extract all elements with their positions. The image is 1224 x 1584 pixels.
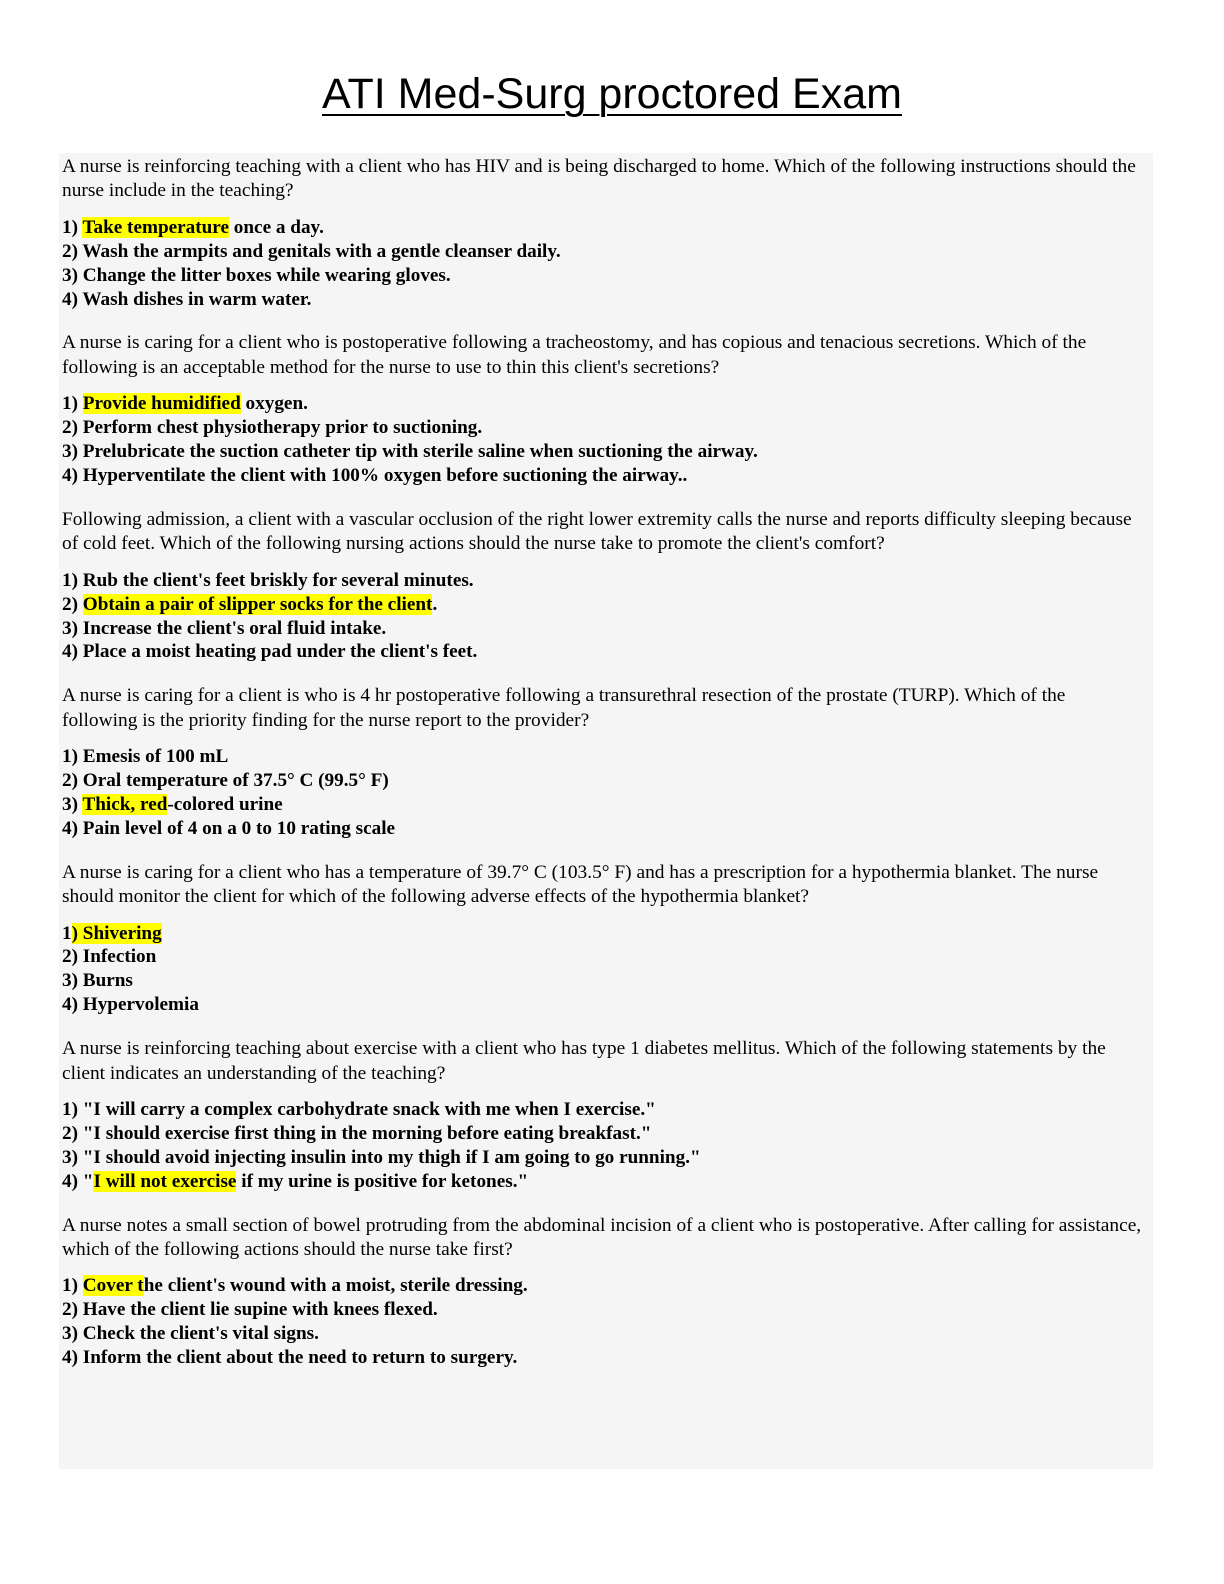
answer-option (62, 769, 1143, 793)
question-text: A nurse is reinforcing teaching about exercise with a client who has type 1 diabetes mellitus. Which of the following statements by the client indicates an understanding of the teaching? (62, 1038, 1106, 1084)
answer-option (62, 1170, 1143, 1194)
highlighted-answer-text: Provide humidified (82, 393, 241, 415)
option-text: 4) Inform the client about the need to return to surgery. (62, 1347, 518, 1369)
answer-option (62, 1122, 1143, 1146)
option-text: 4) Pain level of 4 on a 0 to 10 rating scale (62, 817, 396, 839)
question-block (62, 331, 1143, 487)
question-block (62, 684, 1143, 840)
highlighted-answer-text: Cover t (82, 1275, 144, 1297)
question-block (62, 1037, 1143, 1193)
option-text: 3) Increase the client's oral fluid intake. (62, 617, 387, 639)
highlighted-answer-text: Obtain a pair of slipper socks for the client (82, 593, 433, 615)
answer-option (62, 1346, 1143, 1370)
answer-option (62, 1298, 1143, 1322)
answer-option (62, 440, 1143, 464)
option-text: 4) Wash dishes in warm water. (62, 288, 312, 310)
question-text: A nurse is caring for a client who is postoperative following a tracheostomy, and has copious and tenacious secretions. Which of the following is an acceptable method for the nurse to use to thin this client's secretions? (62, 332, 1087, 378)
option-text: 2) Wash the armpits and genitals with a gentle cleanser daily. (62, 240, 561, 262)
option-text: 3) Burns (62, 970, 133, 992)
option-text: 1) (62, 1275, 83, 1297)
answer-option (62, 1146, 1143, 1170)
option-text: 2) Infection (62, 946, 157, 968)
option-text: 1) (62, 393, 83, 415)
option-text: 3) (62, 793, 83, 815)
answer-option (62, 945, 1143, 969)
answer-option (62, 240, 1143, 264)
answer-options (62, 392, 1143, 488)
page-title (0, 66, 1224, 122)
answer-options (62, 1274, 1143, 1370)
option-text: 2) Have the client lie supine with knees flexed. (62, 1299, 438, 1321)
answer-option (62, 1098, 1143, 1122)
highlighted-answer-text: I will not exercise (93, 1170, 237, 1192)
option-text: once a day. (229, 216, 324, 238)
option-text: 4) Place a moist heating pad under the client's feet. (62, 641, 478, 663)
option-text: 3) Check the client's vital signs. (62, 1323, 319, 1345)
question-block (62, 861, 1143, 1017)
option-text: 3) Prelubricate the suction catheter tip with sterile saline when suctioning the airway. (62, 441, 758, 463)
option-text: 1) Rub the client's feet briskly for several minutes. (62, 569, 474, 591)
option-text: if my urine is positive for ketones." (236, 1170, 529, 1192)
answer-option (62, 922, 1143, 946)
option-text: 2) (62, 593, 83, 615)
question-text: A nurse is reinforcing teaching with a client who has HIV and is being discharged to home. Which of the following instructions should the nurse include in the teaching? (62, 156, 1136, 202)
highlighted-answer-text: ) Shivering (71, 922, 162, 944)
answer-options (62, 216, 1143, 312)
answer-option (62, 569, 1143, 593)
option-text: 2) "I should exercise first thing in the morning before eating breakfast." (62, 1122, 652, 1144)
answer-option (62, 216, 1143, 240)
question-block (62, 155, 1143, 311)
question-text: A nurse is caring for a client is who is 4 hr postoperative following a transurethral resection of the prostate (TURP). Which of the following is the priority finding for the nurse report to the provider? (62, 685, 1066, 731)
answer-option (62, 392, 1143, 416)
question-block (62, 508, 1143, 664)
option-text: 1) Emesis of 100 mL (62, 746, 229, 768)
answer-option (62, 416, 1143, 440)
option-text: 4) " (62, 1170, 94, 1192)
answer-options (62, 922, 1143, 1018)
answer-option (62, 640, 1143, 664)
option-text: 2) Perform chest physiotherapy prior to suctioning. (62, 417, 483, 439)
page-title-text: ATI Med-Surg proctored Exam (322, 70, 902, 118)
option-text: he client's wound with a moist, sterile dressing. (143, 1275, 528, 1297)
option-text: 4) Hypervolemia (62, 994, 199, 1016)
option-text: oxygen. (240, 393, 308, 415)
option-text: 2) Oral temperature of 37.5° C (99.5° F) (62, 770, 389, 792)
question-text: A nurse is caring for a client who has a temperature of 39.7° C (103.5° F) and has a prescription for a hypothermia blanket. The nurse should monitor the client for which of the following adverse effects of the hypothermia blanket? (62, 861, 1099, 908)
option-text: 1 (62, 922, 72, 944)
answer-option (62, 1274, 1143, 1298)
question-text: Following admission, a client with a vascular occlusion of the right lower extremity calls the nurse and reports difficulty sleeping because of cold feet. Which of the following nursing actions should the nurse take to promote the client's comfort? (62, 508, 1132, 555)
answer-option (62, 1322, 1143, 1346)
option-text: . (432, 593, 438, 615)
answer-option (62, 288, 1143, 312)
highlighted-answer-text: Take temperature (82, 216, 229, 238)
answer-options (62, 745, 1143, 841)
answer-option (62, 264, 1143, 288)
option-text: 1) (62, 216, 83, 238)
question-text: A nurse notes a small section of bowel protruding from the abdominal incision of a client who is postoperative. After calling for assistance, which of the following actions should the nurse take first? (62, 1214, 1142, 1261)
option-text: 3) Change the litter boxes while wearing gloves. (62, 264, 451, 286)
answer-options (62, 1098, 1143, 1194)
answer-option (62, 793, 1143, 817)
answer-option (62, 993, 1143, 1017)
option-text: -colored urine (167, 793, 283, 815)
option-text: 4) Hyperventilate the client with 100% oxygen before suctioning the airway.. (62, 464, 688, 486)
answer-option (62, 464, 1143, 488)
question-block (62, 1214, 1143, 1370)
answer-option (62, 817, 1143, 841)
answer-option (62, 617, 1143, 641)
question-area (59, 153, 1153, 1469)
highlighted-answer-text: Thick, red (82, 793, 168, 815)
option-text: 1) "I will carry a complex carbohydrate snack with me when I exercise." (62, 1099, 656, 1120)
answer-option (62, 969, 1143, 993)
answer-option (62, 593, 1143, 617)
answer-option (62, 745, 1143, 769)
answer-options (62, 569, 1143, 665)
option-text: 3) "I should avoid injecting insulin into my thigh if I am going to go running." (62, 1146, 701, 1168)
